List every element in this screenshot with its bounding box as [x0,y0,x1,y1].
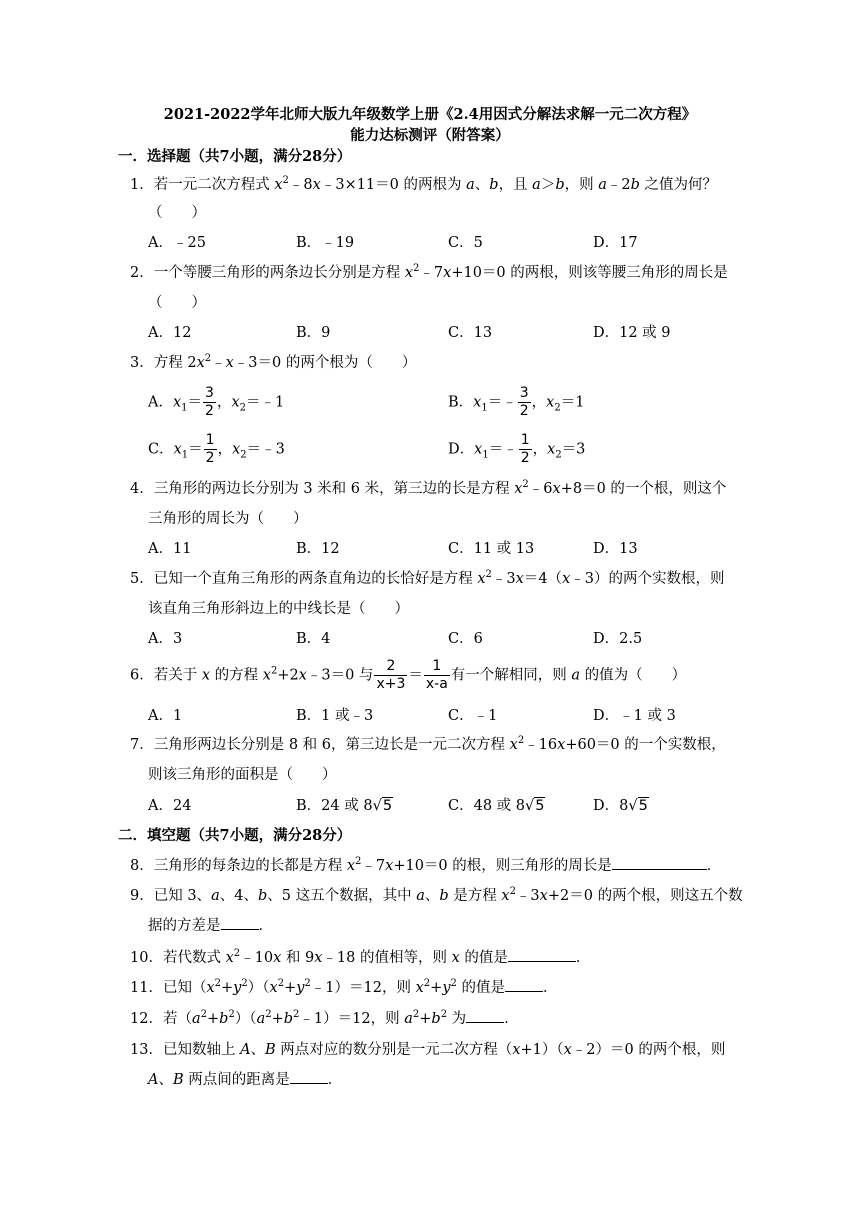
question-2: 2．一个等腰三角形的两条边长分别是方程 $x^2﹣7x+10=0$ 的两根，则该等腰三角形的周长是 [130,263,728,281]
question-3-option-c: C．$x_1=$ $\frac{1}{2}$ ，$x_2=﹣3$ [148,432,285,466]
question-3-option-b: B．$x_1=﹣$ $\frac{3}{2}$ ，$x_2=1$ [448,385,585,419]
option-d: D．17 [593,235,638,251]
question-6-options [148,701,708,731]
question-7: 7．三角形两边长分别是 8 和 6，第三边长是一元二次方程 $x^2﹣16x+60=0$ 的一个实数根， [130,735,726,753]
question-8: 8．三角形的每条边的长都是方程 $x^2﹣7x+10=0$ 的根，则三角形的周长是 ． [130,856,722,874]
question-7-cont: 则该三角形的面积是（ ） [148,767,337,783]
option-a: A．11 [148,541,192,557]
fraction: $\frac{1}{2}$ [520,432,530,466]
answer-blank [612,855,707,870]
question-4-options [148,534,708,564]
question-6: 6．若关于 x 的方程 $x^2+2x﹣3=0$ 与 $\frac{2}{x+3}$ ＝ $\frac{1}{x-a}$ 有一个解相同，则 a 的值为（ ） [130,658,687,692]
question-2-paren: （ ） [148,295,206,311]
section-heading-fill: 二．填空题（共7小题，满分28分） [118,827,352,844]
option-b: B．1 或﹣3 [296,708,374,724]
question-3-option-a: A．$x_1=$ $\frac{3}{2}$ ，$x_2=﹣1$ [148,385,285,419]
fraction: $\frac{1}{2}$ [205,432,215,466]
answer-blank [290,1069,328,1084]
fraction: $\frac{3}{2}$ [519,385,529,419]
question-9-cont: 据的方差是 ． [148,911,273,941]
option-d: D．13 [593,541,638,557]
document-title: 2021-2022学年北师大版九年级数学上册《2.4用因式分解法求解一元二次方程》 [163,106,697,123]
question-4: 4．三角形的两边长分别为 3 米和 6 米，第三边的长是方程 $x^2﹣6x+8=0$ 的一个根，则这个 [130,479,727,497]
question-5-cont: 该直角三角形斜边上的中线长是（ ） [148,601,409,617]
answer-blank [505,977,543,992]
answer-blank [221,915,259,930]
question-3-option-d: D．$x_1=﹣$ $\frac{1}{2}$ ，$x_2=3$ [448,432,586,466]
option-c: C．6 [448,631,483,647]
option-a: A．1 [148,708,183,724]
question-12: 12．若$(a^2+b^2)(a^2+b^2﹣1)=12$，则 $a^2+b^2$ 为 ． [130,1009,519,1027]
option-d: D．8√5 [593,791,649,821]
option-b: B．4 [296,631,331,647]
option-a: A．﹣25 [148,235,206,251]
section-heading-choice: 一．选择题（共7小题，满分28分） [118,148,352,165]
option-c: C．48 或 8√5 [448,791,545,821]
answer-blank [508,947,576,962]
answer-blank [466,1008,504,1023]
fraction: $\frac{1}{x-a}$ [425,658,448,692]
option-c: C．11 或 13 [448,541,535,557]
question-13: 13．已知数轴上 A、B 两点对应的数分别是一元二次方程（x+1）（x﹣2）＝0 的两个根，则 [130,1042,726,1058]
option-d: D．﹣1 或 3 [593,708,676,724]
option-a: A．12 [148,325,192,341]
option-c: C．﹣1 [448,708,498,724]
option-d: D．2.5 [593,631,643,647]
question-4-cont: 三角形的周长为（ ） [148,511,308,527]
question-3: 3．方程 $2x^2﹣x﹣3=0$ 的两个根为（ ） [130,353,417,371]
option-a: A．24 [148,798,192,814]
question-1-options [148,228,708,258]
sqrt-symbol: √5 [628,798,648,814]
document-subtitle: 能力达标测评（附答案） [350,127,510,144]
option-b: B．24 或 8√5 [296,791,393,821]
question-1-paren: （ ） [148,205,206,221]
question-1: 1．若一元二次方程式 $x^2﹣8x﹣3\times 11=0$ 的两根为 a、b，且 a＞b，则 a﹣2b 之值为何？ [130,175,718,193]
option-b: B．9 [296,325,331,341]
option-c: C．13 [448,325,493,341]
option-c: C．5 [448,235,483,251]
sqrt-symbol: √5 [525,798,545,814]
question-11: 11．已知$(x^2+y^2)(x^2+y^2﹣1)=12$，则 $x^2+y^2$ 的值是 ． [130,978,558,996]
fraction: $\frac{2}{x+3}$ [376,658,406,692]
question-9: 9．已知 3、a、4、b、5 这五个数据，其中 a、b 是方程 $x^2﹣3x+2=0$ 的两个根，则这五个数 [130,886,743,904]
option-b: B．﹣19 [296,235,355,251]
option-a: A．3 [148,631,183,647]
question-5-options [148,624,708,654]
question-5: 5．已知一个直角三角形的两条直角边的长恰好是方程 $x^2﹣3x=4(x﹣3)$的两个实数根，则 [130,569,725,587]
question-13-cont: A、B 两点间的距离是 ． [148,1065,342,1095]
fraction: $\frac{3}{2}$ [205,385,214,419]
question-10: 10．若代数式 $x^2﹣10x$ 和 9x﹣18 的值相等，则 x 的值是 ． [130,948,591,966]
option-b: B．12 [296,541,340,557]
question-2-options [148,318,708,348]
option-d: D．12 或 9 [593,325,671,341]
question-7-options [148,791,708,821]
sqrt-symbol: √5 [372,798,393,814]
